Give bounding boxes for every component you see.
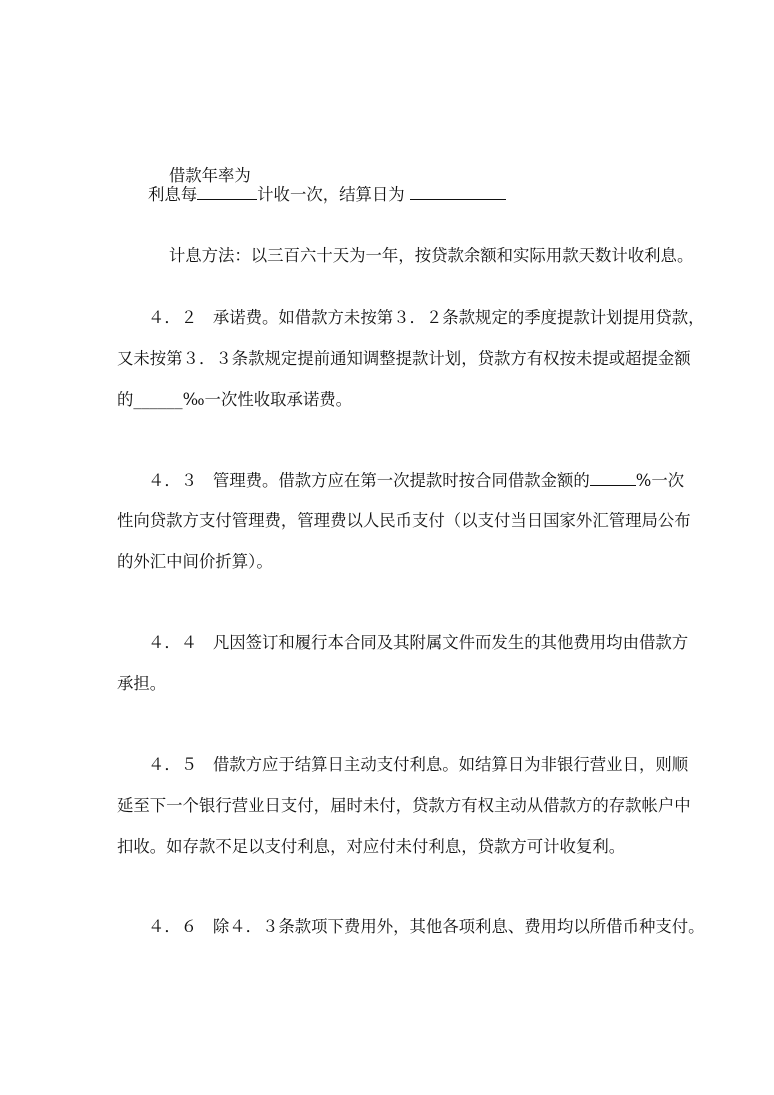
clause-4-5-line2 — [117, 796, 691, 816]
clause-text: 凡因签订和履行本合同及其附属文件而发生的其他费用均由借款方 — [212, 633, 689, 652]
fee-rate-blank: ______ — [133, 390, 183, 409]
clause-4-2-line2 — [117, 349, 691, 369]
clause-4-3-line3 — [117, 552, 273, 572]
clause-text: 的外汇中间价折算）。 — [117, 552, 273, 571]
clause-text: 扣收。如存款不足以支付利息，对应付未付利息，贷款方可计收复利。 — [117, 837, 626, 856]
settlement-date-blank — [410, 184, 506, 200]
frequency-prefix: 利息每 — [148, 185, 198, 204]
clause-number: ４．２ — [148, 308, 198, 327]
clause-text: 又未按第３．３条款规定提前通知调整提款计划，贷款方有权按未提或超提金额 — [117, 349, 691, 368]
clause-number: ４．３ — [148, 471, 198, 490]
interest-frequency-line — [148, 184, 506, 205]
interest-method-line — [148, 226, 693, 286]
management-fee-blank — [590, 470, 636, 486]
clause-number: ４．４ — [148, 633, 198, 652]
clause-text: ‰一次性收取承诺费。 — [182, 390, 353, 409]
clause-text: 除４．３条款项下费用外，其他各项利息、费用均以所借币种支付。 — [212, 917, 705, 936]
clause-text: 性向贷款方支付管理费，管理费以人民币支付（以支付当日国家外汇管理局公布 — [117, 511, 691, 530]
annual-rate-label: 借款年率为 — [168, 166, 251, 185]
clause-number: ４．５ — [148, 755, 198, 774]
clause-4-4-line1 — [148, 633, 688, 653]
clause-4-3-line1 — [148, 470, 684, 491]
clause-text: %一次 — [635, 471, 685, 490]
frequency-middle: 计收一次，结算日为 — [257, 185, 410, 204]
clause-text: 借款方应于结算日主动支付利息。如结算日为非银行营业日，则顺 — [212, 755, 689, 774]
clause-4-3-line2 — [117, 511, 691, 531]
clause-4-4-line2 — [117, 674, 166, 694]
clause-text: 的 — [117, 390, 134, 409]
interest-method-text: 计息方法：以三百六十天为一年，按贷款余额和实际用款天数计收利息。 — [168, 246, 694, 265]
clause-text: 承诺费。如借款方未按第３．２条款规定的季度提款计划提用贷款， — [212, 308, 705, 327]
clause-4-5-line3 — [117, 837, 625, 857]
clause-4-2-line3 — [117, 390, 352, 410]
clause-text: 承担。 — [117, 674, 167, 693]
clause-4-5-line1 — [148, 755, 688, 775]
clause-number: ４．６ — [148, 917, 198, 936]
clause-4-2-line1 — [148, 308, 705, 328]
clause-text: 管理费。借款方应在第一次提款时按合同借款金额的 — [212, 471, 590, 490]
frequency-blank — [197, 184, 257, 200]
clause-text: 延至下一个银行营业日支付，届时未付，贷款方有权主动从借款方的存款帐户中 — [117, 796, 691, 815]
clause-4-6-line1 — [148, 917, 705, 937]
